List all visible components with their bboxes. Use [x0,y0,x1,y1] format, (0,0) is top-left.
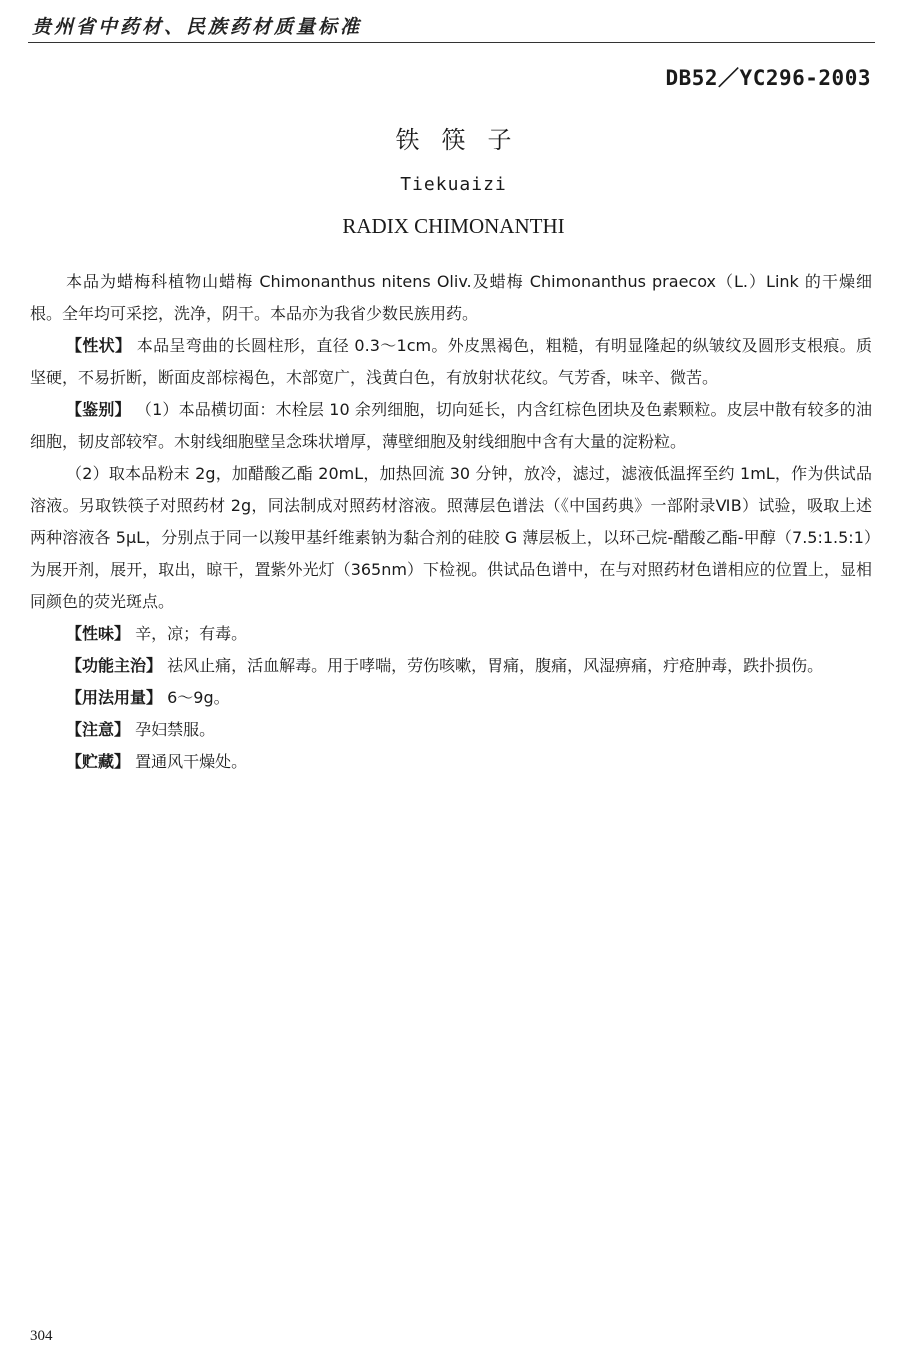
dosage-section [30,682,872,714]
caution-text: 孕妇禁服。 [130,720,216,739]
title-chinese: 铁筷子 [395,126,534,154]
function-text: 祛风止痛，活血解毒。用于哮喘，劳伤咳嗽，胃痛，腹痛，风湿痹痛，疔疮肿毒，跌扑损伤。 [162,656,824,675]
identification-label: 【鉴别】 [66,400,131,419]
storage-section [30,746,872,778]
header-divider [28,42,875,43]
page-number: 304 [30,1328,53,1344]
function-label: 【功能主治】 [66,656,163,675]
characters-section [30,330,872,394]
caution-label: 【注意】 [66,720,131,739]
function-section [30,650,872,682]
property-label: 【性味】 [66,624,131,643]
storage-text: 置通风干燥处。 [130,752,248,771]
dosage-text: 6～9g。 [162,688,230,707]
storage-label: 【贮藏】 [66,752,131,771]
caution-section [30,714,872,746]
identification-part2: （2）取本品粉末 2g，加醋酸乙酯 20mL，加热回流 30 分钟，放冷，滤过，滤液低温挥至约 1mL，作为供试品溶液。另取铁筷子对照药材 2g，同法制成对照药材溶液。照薄层色谱法（《中国药典》一部附录ⅥB）试验，吸取上述两种溶液各 5μL，分别点于同一以羧甲基纤维素钠为黏合剂的硅胶 G 薄层板上，以环己烷-醋酸乙酯-甲醇（7.5:1.5:1）为展开剂，展开，取出，晾干，置紫外光灯（365nm）下检视。供试品色谱中，在与对照药材色谱相应的位置上，显相同颜色的荧光斑点。 [30,464,872,611]
property-text: 辛，凉；有毒。 [130,624,248,643]
header-title: 贵州省中药材、民族药材质量标准 [32,16,363,38]
identification-section [30,394,872,458]
characters-label: 【性状】 [66,336,132,355]
characters-text: 本品呈弯曲的长圆柱形，直径 0.3～1cm。外皮黑褐色，粗糙，有明显隆起的纵皱纹及圆形支根痕。质坚硬，不易折断，断面皮部棕褐色，木部宽广，浅黄白色，有放射状花纹。气芳香，味辛、微苦。 [30,336,872,387]
intro-paragraph: 本品为蜡梅科植物山蜡梅 Chimonanthus nitens Oliv.及蜡梅 Chimonanthus praecox（L.）Link 的干燥细根。全年均可采挖，洗净，阴干。本品亦为我省少数民族用药。 [30,272,872,323]
monograph-body [30,266,872,778]
dosage-label: 【用法用量】 [66,688,163,707]
property-section [30,618,872,650]
standard-number: DB52／YC296-2003 [665,66,871,90]
identification-text: （1）本品横切面：木栓层 10 余列细胞，切向延长，内含红棕色团块及色素颗粒。皮层中散有较多的油细胞，韧皮部较窄。木射线细胞壁呈念珠状增厚，薄壁细胞及射线细胞中含有大量的淀粉粒。 [30,400,872,451]
title-latin: RADIX CHIMONANTHI [342,214,565,238]
title-pinyin: Tiekuaizi [400,174,507,195]
